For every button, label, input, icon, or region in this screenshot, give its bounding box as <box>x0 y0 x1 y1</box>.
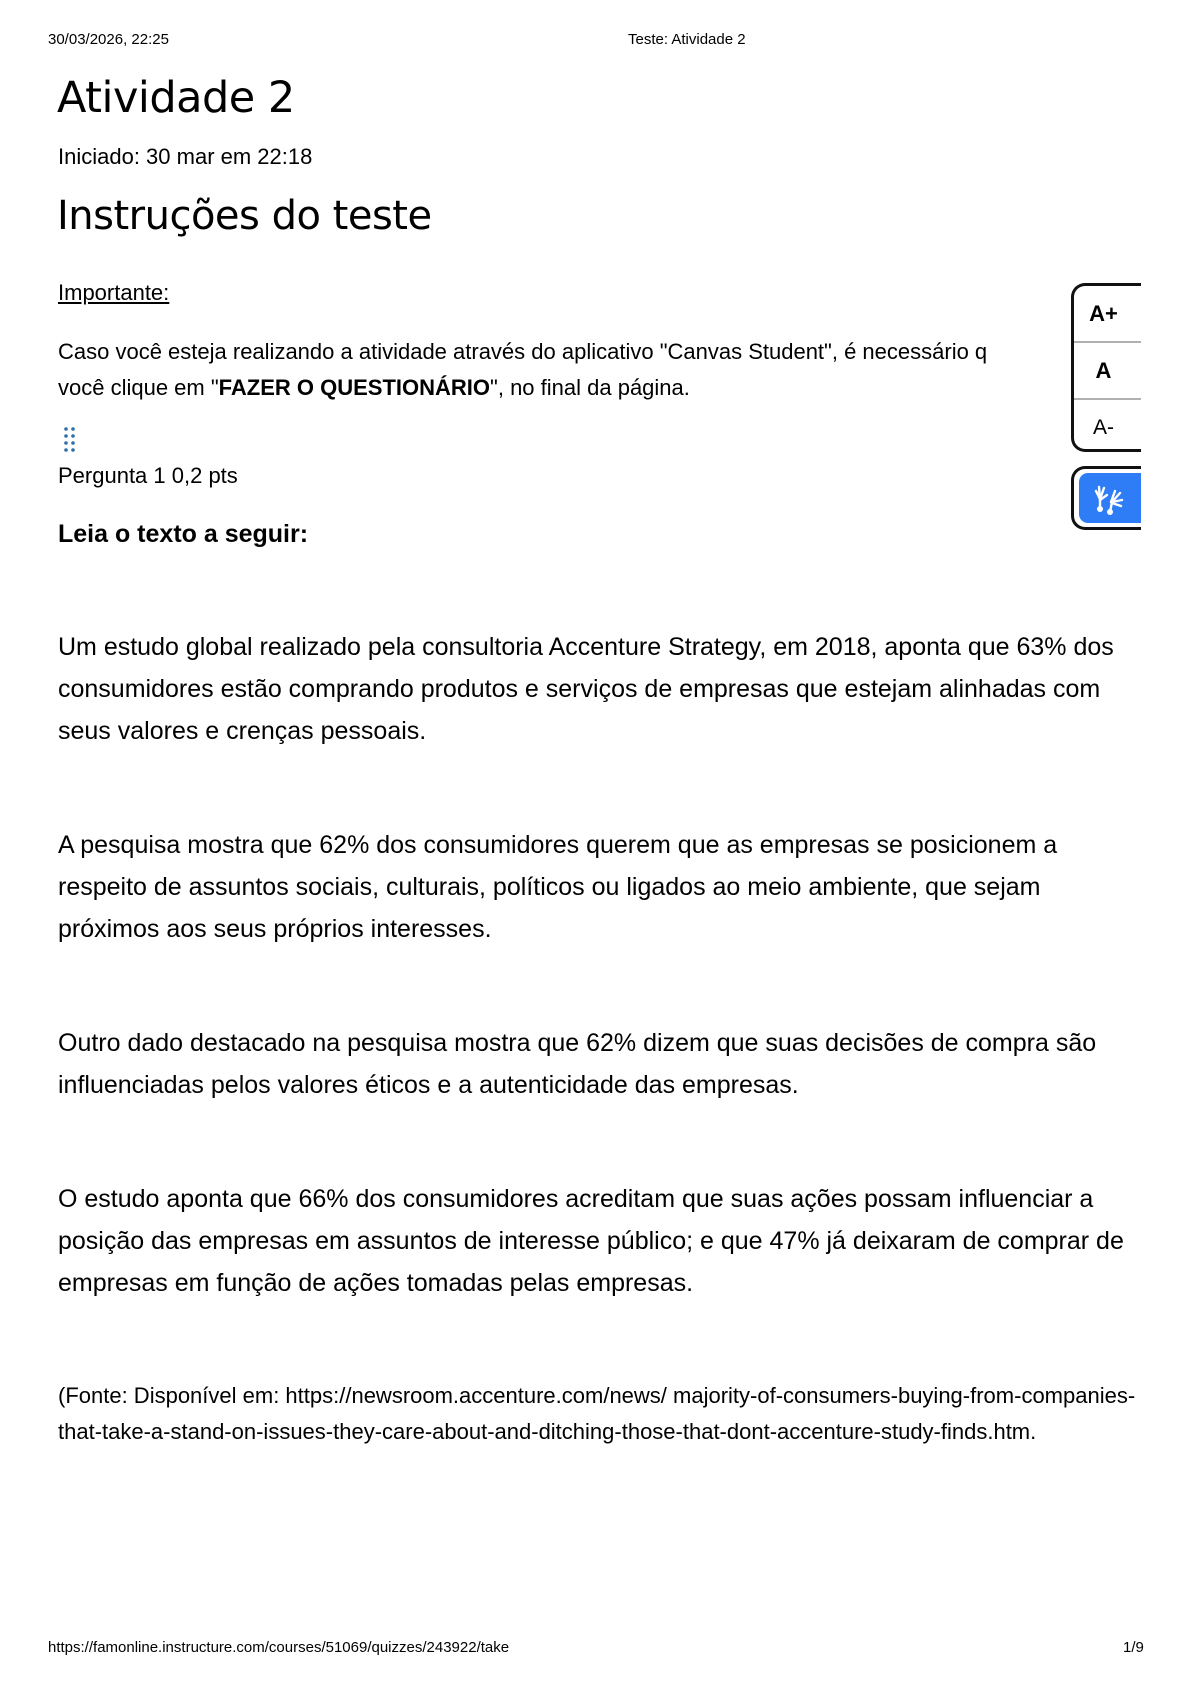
question-header: Pergunta 1 0,2 pts <box>58 463 238 488</box>
question-source: (Fonte: Disponível em: https://newsroom.accenture.com/news/ majority-of-consumers-buying-from-companies-that-take-a-stand-on-issues-they-care-about-and-ditching-those-that-dont-accenture-study-finds.htm. <box>58 1383 1136 1444</box>
print-footer-url: https://famonline.instructure.com/courses/51069/quizzes/243922/take <box>48 1639 510 1656</box>
instruction-text <box>58 334 1134 406</box>
instruction-line-2-post: ", no final da página. <box>490 375 690 400</box>
question-paragraph: Outro dado destacado na pesquisa mostra que 62% dizem que suas decisões de compra são influenciadas pelos valores éticos e a autenticidade das empresas. <box>58 1029 1097 1099</box>
decrease-font-button[interactable]: A- <box>1093 415 1114 439</box>
instruction-line-1: Caso você esteja realizando a atividade através do aplicativo "Canvas Student", é necessário q <box>58 339 988 364</box>
instructions-title: Instruções do teste <box>57 193 432 239</box>
sign-language-inner <box>1079 473 1141 523</box>
question-lead: Leia o texto a seguir: <box>58 520 309 548</box>
print-header-date: 30/03/2026, 22:25 <box>48 31 169 48</box>
font-size-panel <box>1071 283 1141 452</box>
sign-language-icon <box>1091 479 1129 517</box>
instruction-line-2 <box>58 370 1134 406</box>
drag-handle-icon[interactable] <box>62 426 78 452</box>
increase-font-button[interactable]: A+ <box>1074 286 1141 343</box>
print-footer-page: 1/9 <box>1123 1639 1144 1656</box>
sign-language-button[interactable] <box>1071 466 1141 530</box>
take-quiz-emphasis: FAZER O QUESTIONÁRIO <box>218 375 491 400</box>
quiz-started-time: Iniciado: 30 mar em 22:18 <box>58 144 313 169</box>
important-label: Importante: <box>58 280 170 305</box>
instruction-line-2-pre: você clique em " <box>58 375 219 400</box>
print-header-title: Teste: Atividade 2 <box>628 31 746 48</box>
question-paragraph: Um estudo global realizado pela consultoria Accenture Strategy, em 2018, aponta que 63% dos consumidores estão comprando produtos e serviços de empresas que estejam alinhadas com seus valores e crenças pessoais. <box>58 633 1114 745</box>
question-paragraph: A pesquisa mostra que 62% dos consumidores querem que as empresas se posicionem a respeito de assuntos sociais, culturais, políticos ou ligados ao meio ambiente, que sejam próximos aos seus próprios interesses. <box>58 831 1058 943</box>
default-font-button[interactable]: A <box>1074 343 1141 400</box>
quiz-title: Atividade 2 <box>57 73 295 123</box>
question-paragraph: O estudo aponta que 66% dos consumidores acreditam que suas ações possam influenciar a posição das empresas em assuntos de interesse público; e que 47% já deixaram de comprar de empresas em função de ações tomadas pelas empresas. <box>58 1185 1124 1297</box>
